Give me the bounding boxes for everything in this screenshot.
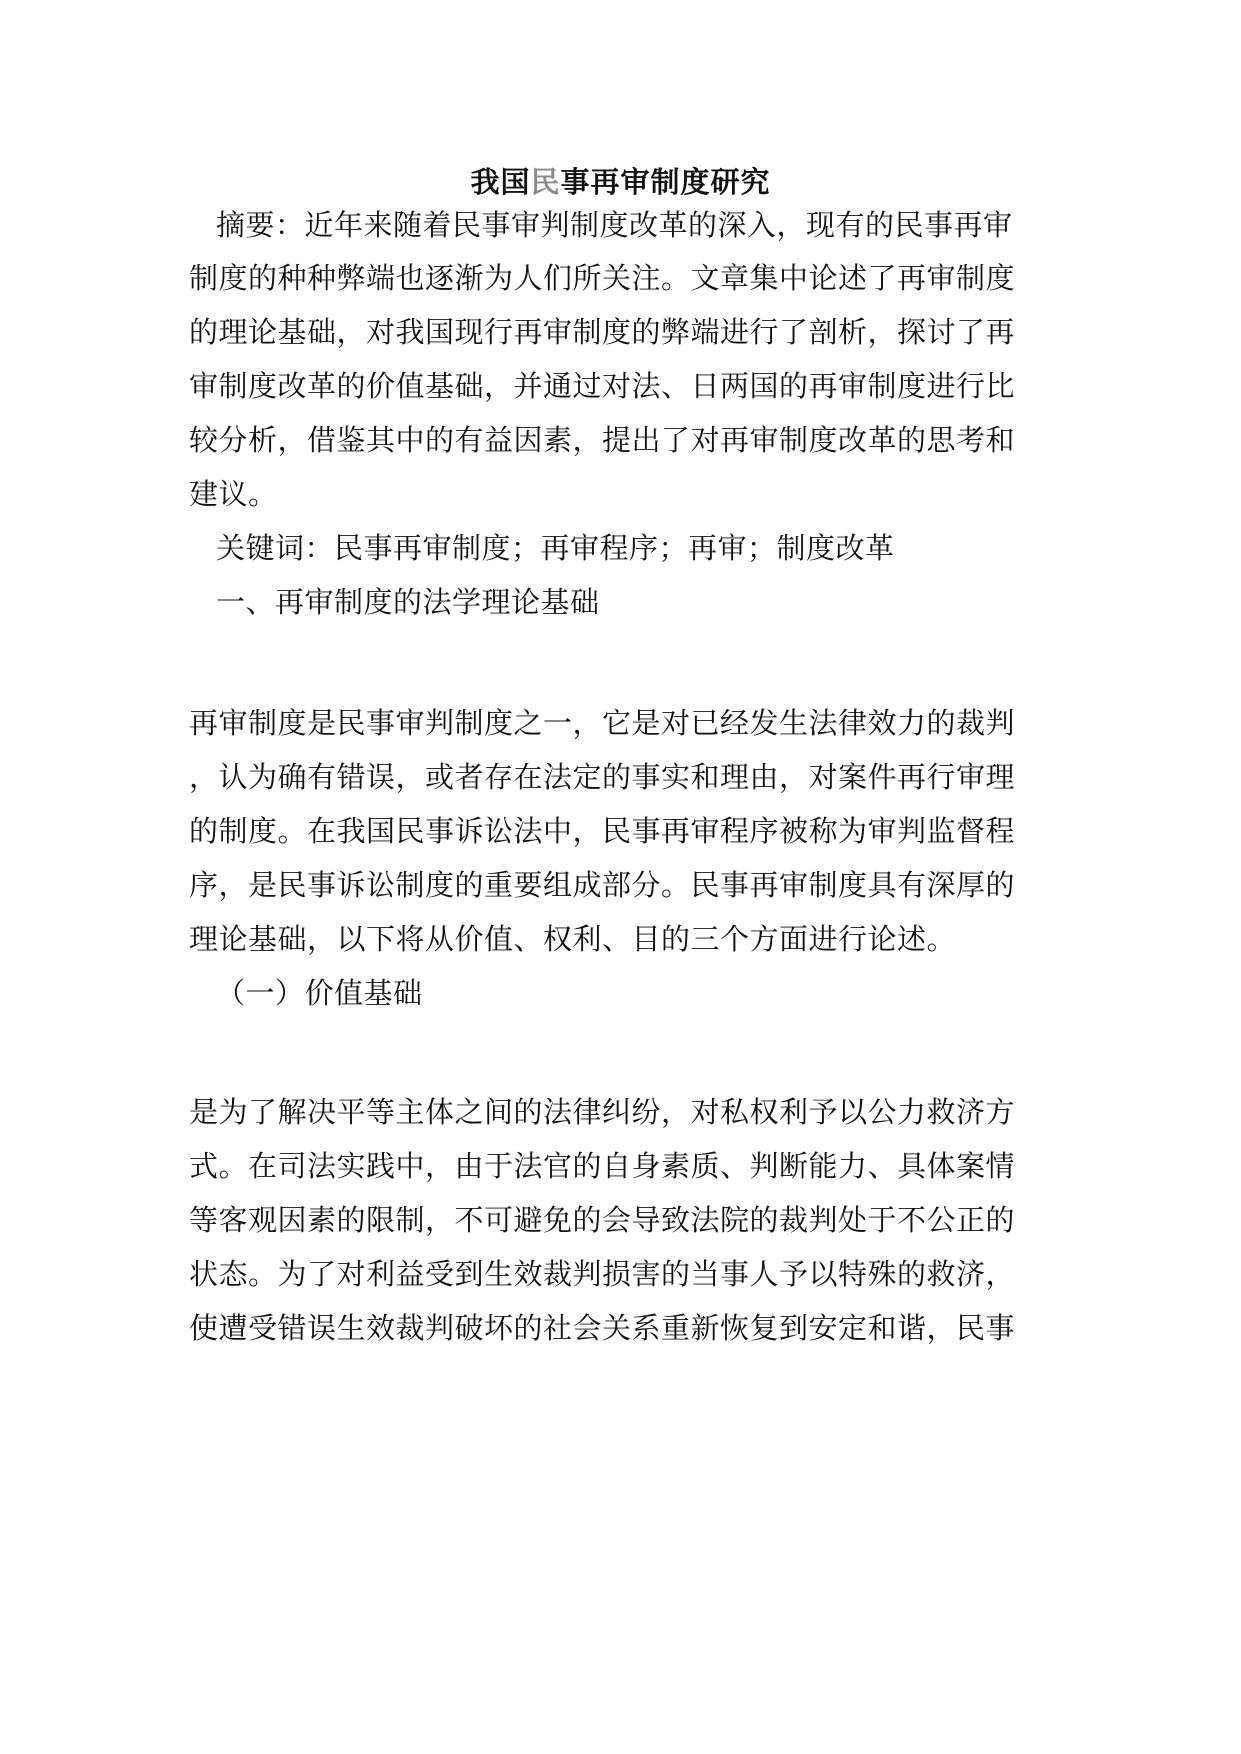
keywords-line: 关键词：民事再审制度；再审程序；再审；制度改革 xyxy=(216,531,895,565)
subsection-heading: （一）价值基础 xyxy=(216,976,423,1010)
abstract-line: 较分析，借鉴其中的有益因素，提出了对再审制度改革的思考和 xyxy=(189,423,1016,457)
body-line: 的制度。在我国民事诉讼法中，民事再审程序被称为审判监督程 xyxy=(189,814,1016,848)
body-line: 再审制度是民事审判制度之一，它是对已经发生法律效力的裁判 xyxy=(189,706,1016,740)
title-highlighted-char: 民 xyxy=(530,165,561,199)
body-line: 是为了解决平等主体之间的法律纠纷，对私权利予以公力救济方 xyxy=(189,1095,1016,1129)
body-line: 状态。为了对利益受到生效裁判损害的当事人予以特殊的救济， xyxy=(189,1257,1016,1291)
abstract-line: 建议。 xyxy=(189,477,278,511)
body-line: 使遭受错误生效裁判破坏的社会关系重新恢复到安定和谐，民事 xyxy=(189,1311,1016,1345)
section-heading: 一、再审制度的法学理论基础 xyxy=(216,585,600,619)
body-line: ，认为确有错误，或者存在法定的事实和理由，对案件再行审理 xyxy=(189,760,1016,794)
body-line: 等客观因素的限制，不可避免的会导致法院的裁判处于不公正的 xyxy=(189,1203,1016,1237)
abstract-line: 的理论基础，对我国现行再审制度的弊端进行了剖析，探讨了再 xyxy=(189,315,1016,349)
document-title xyxy=(0,160,1241,201)
body-line: 序，是民事诉讼制度的重要组成部分。民事再审制度具有深厚的 xyxy=(189,868,1016,902)
title-part-1: 我国 xyxy=(470,165,531,199)
title-part-2: 事再审制度研究 xyxy=(560,165,771,199)
body-line: 理论基础，以下将从价值、权利、目的三个方面进行论述。 xyxy=(189,922,957,956)
abstract-line: 审制度改革的价值基础，并通过对法、日两国的再审制度进行比 xyxy=(189,369,1016,403)
abstract-line: 摘要：近年来随着民事审判制度改革的深入，现有的民事再审 xyxy=(216,208,1013,242)
body-line: 式。在司法实践中，由于法官的自身素质、判断能力、具体案情 xyxy=(189,1149,1016,1183)
abstract-line: 制度的种种弊端也逐渐为人们所关注。文章集中论述了再审制度 xyxy=(189,261,1016,295)
